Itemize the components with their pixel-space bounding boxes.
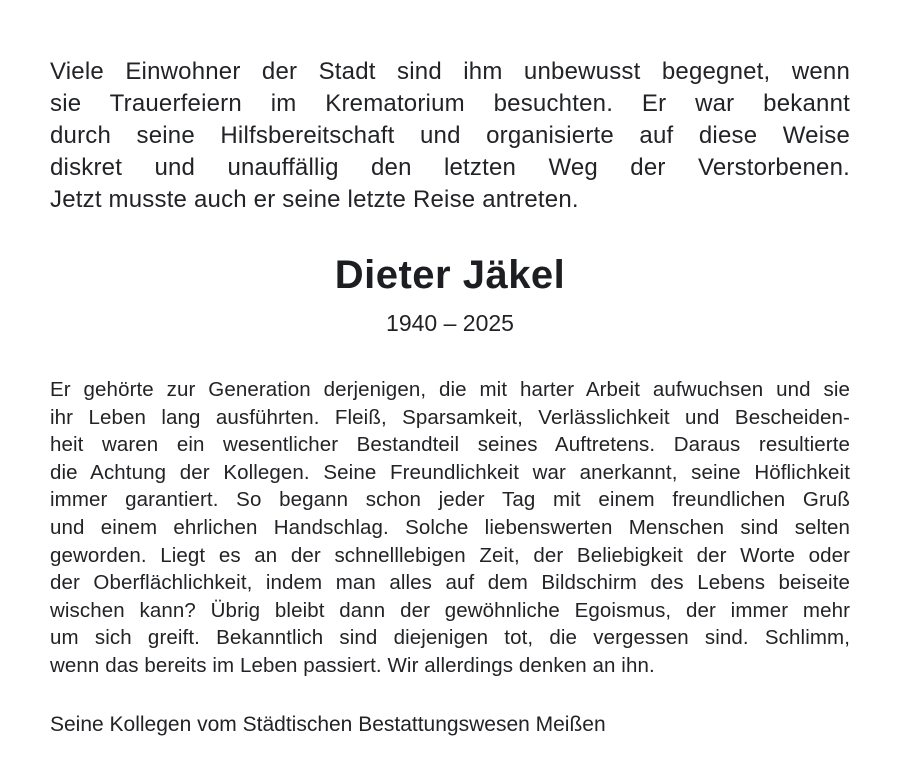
- obituary-line: heit waren ein wesentlicher Bestandteil seines Auftretens. Daraus resultierte: [50, 433, 850, 457]
- intro-line: Viele Einwohner der Stadt sind ihm unbewusst begegnet, wenn: [50, 58, 850, 85]
- obituary-line: und einem ehrlichen Handschlag. Solche liebenswerten Menschen sind selten: [50, 515, 850, 539]
- obituary-line: die Achtung der Kollegen. Seine Freundlichkeit war anerkannt, seine Höflichkeit: [50, 460, 850, 484]
- obituary-line: ihr Leben lang ausführten. Fleiß, Sparsamkeit, Verlässlichkeit und Bescheiden-: [50, 405, 850, 429]
- intro-line: Jetzt musste auch er seine letzte Reise antreten.: [50, 186, 579, 213]
- obituary-line: um sich greift. Bekanntlich sind diejenigen tot, die vergessen sind. Schlimm,: [50, 626, 850, 650]
- condolence-signature: Seine Kollegen vom Städtischen Bestattungswesen Meißen: [50, 712, 606, 736]
- intro-line: diskret und unauffällig den letzten Weg der Verstorbenen.: [50, 154, 850, 181]
- obituary-line: wenn das bereits im Leben passiert. Wir allerdings denken an ihn.: [50, 653, 655, 677]
- intro-line: sie Trauerfeiern im Krematorium besuchten. Er war bekannt: [50, 90, 850, 117]
- intro-paragraph: [50, 56, 850, 216]
- intro-line: durch seine Hilfsbereitschaft und organisierte auf diese Weise: [50, 122, 850, 149]
- obituary-paragraph: [50, 376, 850, 680]
- obituary-line: Er gehörte zur Generation derjenigen, die mit harter Arbeit aufwuchsen und sie: [50, 378, 850, 401]
- obituary-line: wischen kann? Übrig bleibt dann der gewöhnliche Egoismus, der immer mehr: [50, 598, 850, 622]
- life-years: 1940 – 2025: [386, 310, 514, 336]
- obituary-line: der Oberflächlichkeit, indem man alles auf dem Bildschirm des Lebens beiseite: [50, 571, 850, 595]
- deceased-name-title: Dieter Jäkel: [334, 253, 566, 297]
- obituary-line: immer garantiert. So begann schon jeder Tag mit einem freundlichen Gruß: [50, 488, 850, 512]
- obituary-line: geworden. Liegt es an der schnelllebigen Zeit, der Beliebigkeit der Worte oder: [50, 543, 850, 567]
